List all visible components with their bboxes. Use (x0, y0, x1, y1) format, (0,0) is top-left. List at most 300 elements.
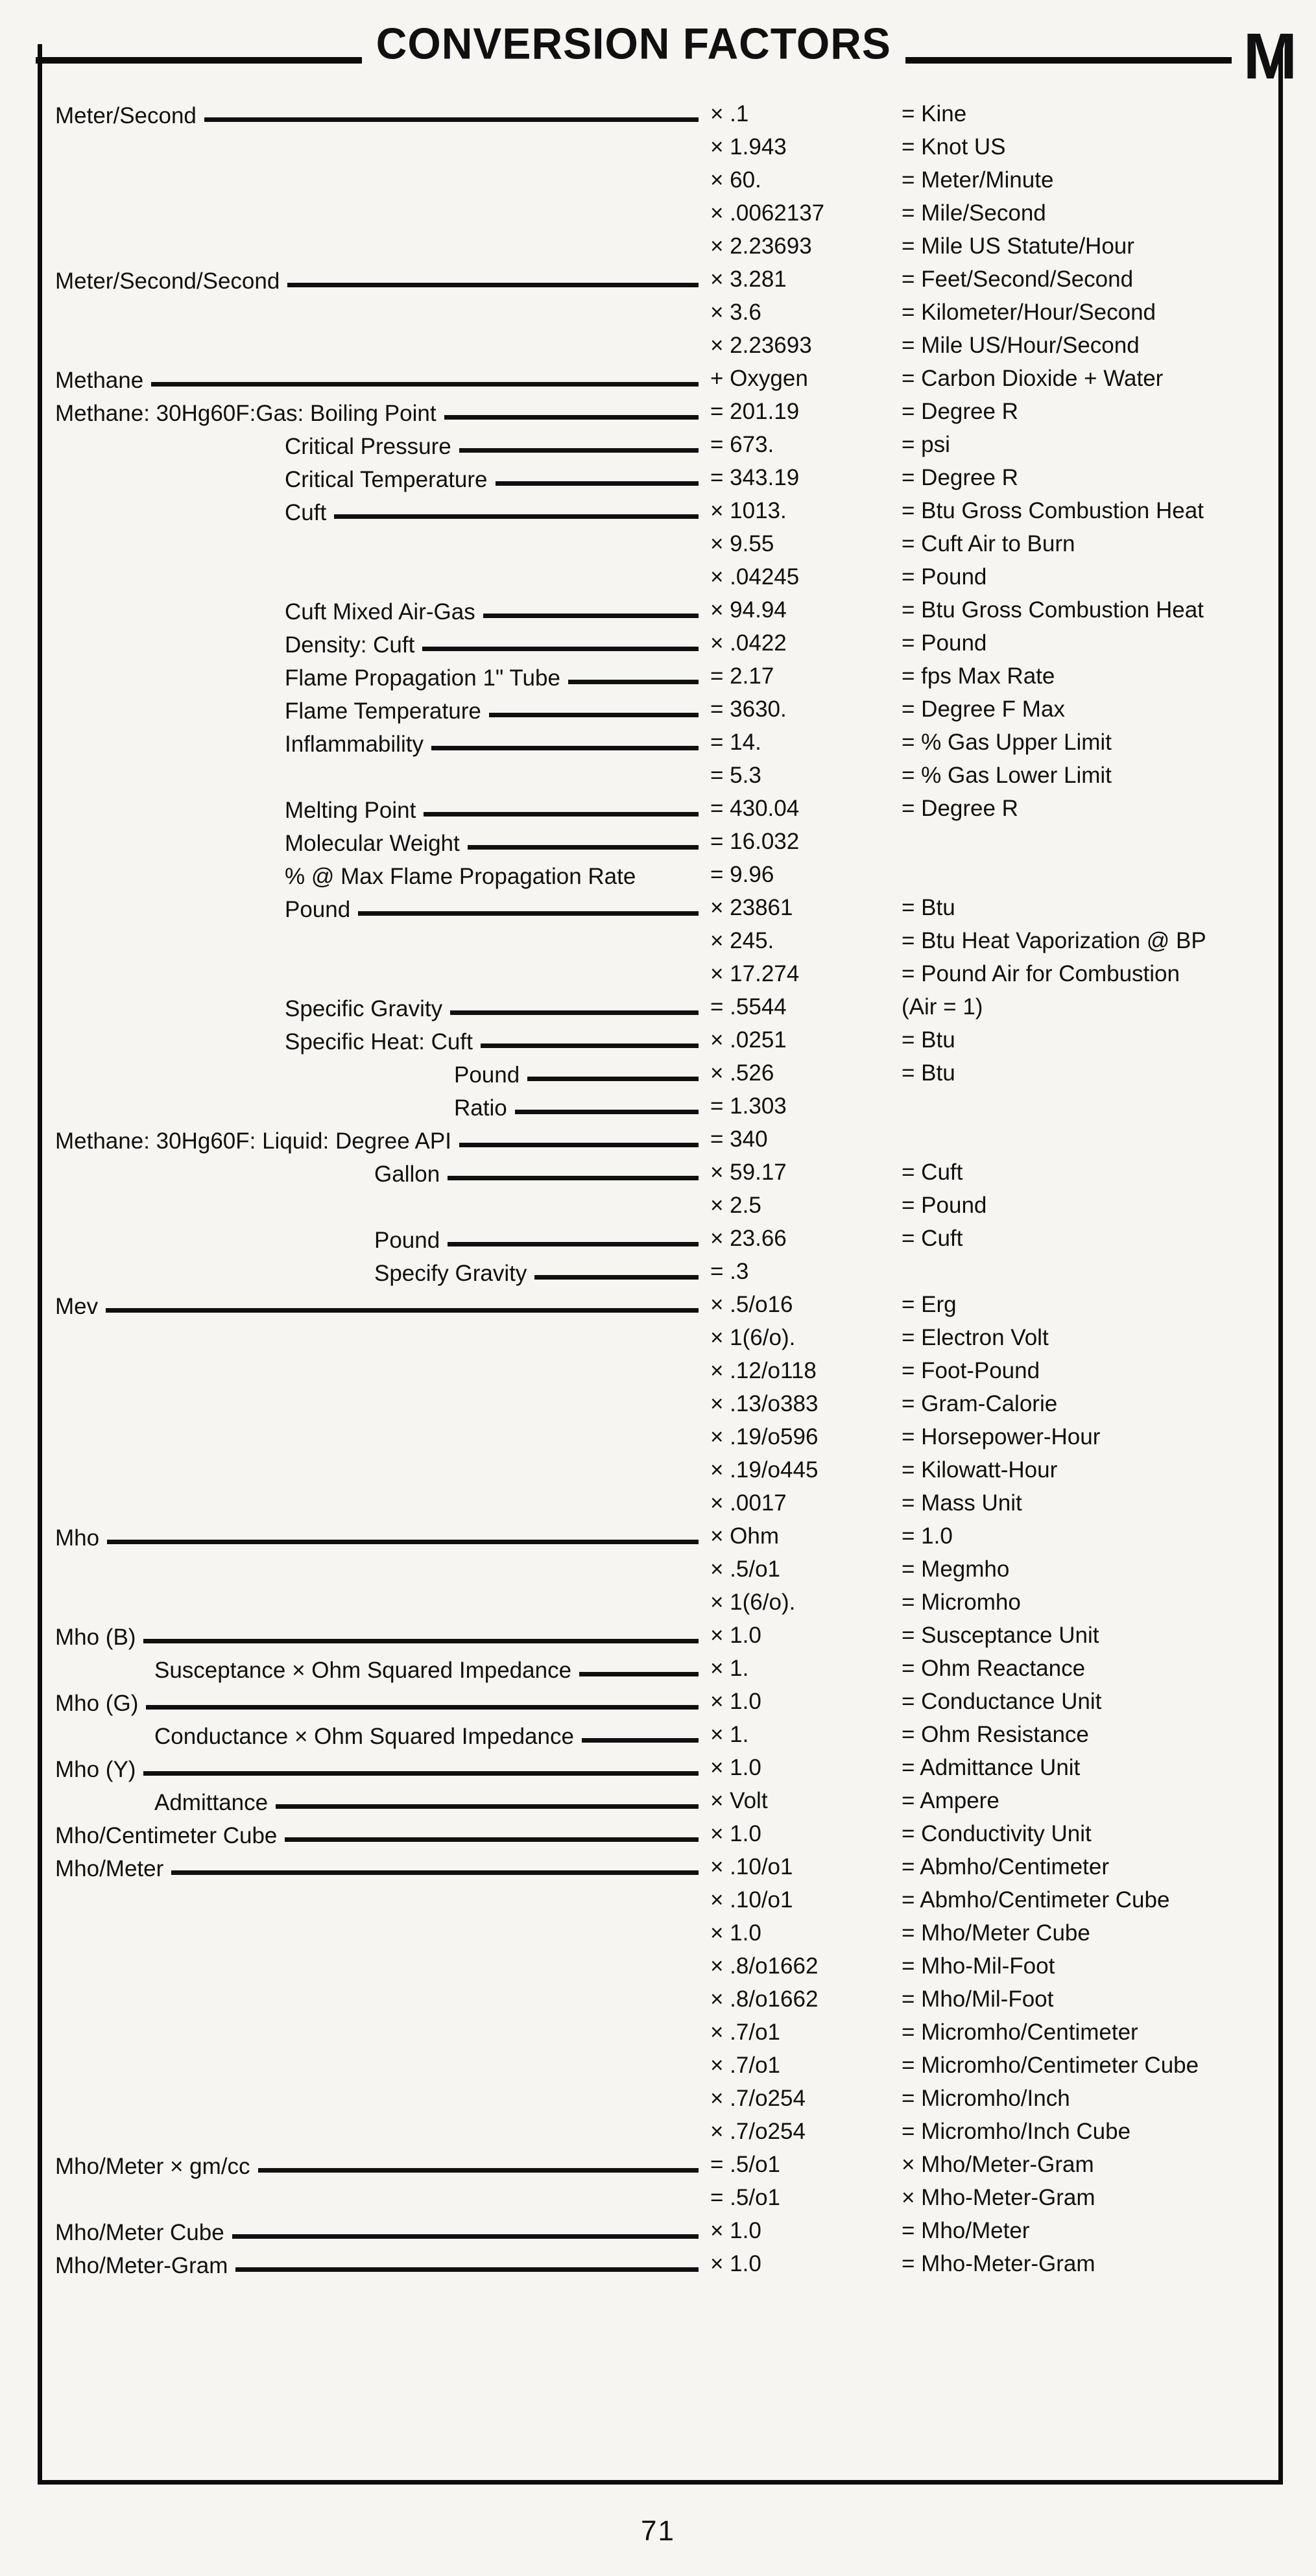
result-unit: = Kilowatt-Hour (902, 1457, 1058, 1483)
conversion-row (55, 1950, 1274, 1983)
result-unit: = Carbon Dioxide + Water (902, 366, 1164, 391)
row-label-cell (55, 825, 710, 858)
result-unit: = Pound (902, 564, 987, 590)
factor-value: × .7/o254 (710, 2086, 806, 2111)
factor-value: = .5/o1 (710, 2185, 781, 2210)
factor-value: × 1(6/o). (710, 1590, 796, 1615)
conversion-row (55, 1123, 1274, 1156)
row-label-cell (55, 1520, 710, 1553)
conversion-row (55, 329, 1274, 362)
result-unit: = Btu Heat Vaporization @ BP (902, 928, 1206, 953)
conversion-row (55, 230, 1274, 263)
factor-value: = 340 (710, 1127, 768, 1152)
result-unit: = Ampere (902, 1788, 999, 1813)
leader-line (515, 1110, 699, 1114)
conversion-row (55, 527, 1274, 560)
conversion-row (55, 97, 1274, 130)
factor-value: × .19/o445 (710, 1457, 819, 1483)
result-unit: = Degree R (902, 465, 1018, 490)
row-label: Mho/Meter × gm/cc (55, 2154, 250, 2179)
row-label-cell (55, 1189, 710, 1222)
row-label-cell (55, 1023, 710, 1056)
result-unit: = Abmho/Centimeter (902, 1854, 1110, 1879)
row-label: Molecular Weight (285, 831, 460, 856)
conversion-row (55, 296, 1274, 329)
result-unit: = Meter/Minute (902, 167, 1054, 193)
row-label-cell (55, 1619, 710, 1652)
result-unit: = Foot-Pound (902, 1358, 1040, 1383)
conversion-row (55, 163, 1274, 197)
row-label-cell (55, 1850, 710, 1883)
conversion-row (55, 197, 1274, 230)
conversion-row (55, 957, 1274, 990)
conversion-row (55, 2214, 1274, 2247)
result-unit: = Gram-Calorie (902, 1391, 1058, 1416)
factor-value: × .0251 (710, 1027, 787, 1053)
factor-value: = 1.303 (710, 1093, 787, 1119)
result-unit: = Btu Gross Combustion Heat (902, 597, 1204, 623)
row-label-cell (55, 1354, 710, 1387)
result-unit: = Electron Volt (902, 1325, 1049, 1350)
conversion-row (55, 1652, 1274, 1685)
leader-line (459, 448, 699, 453)
conversion-row (55, 1553, 1274, 1586)
conversion-row (55, 1354, 1274, 1387)
row-label-cell (55, 1387, 710, 1420)
conversion-row (55, 494, 1274, 527)
factor-value: = 343.19 (710, 465, 800, 490)
row-label-cell (55, 891, 710, 924)
conversion-row (55, 1916, 1274, 1950)
row-label: Ratio (454, 1095, 507, 1121)
conversion-row (55, 990, 1274, 1023)
row-label-cell (55, 395, 710, 428)
row-label-cell (55, 1586, 710, 1619)
factor-value: = 9.96 (710, 862, 774, 887)
row-label-cell (55, 461, 710, 494)
factor-value: × .7/o1 (710, 2020, 781, 2045)
conversion-row (55, 858, 1274, 891)
factor-value: × 94.94 (710, 597, 787, 623)
conversion-row (55, 1056, 1274, 1090)
factor-value: × 60. (710, 167, 761, 193)
conversion-row (55, 1222, 1274, 1255)
factor-value: × Volt (710, 1788, 768, 1813)
result-unit: = Abmho/Centimeter Cube (902, 1887, 1170, 1913)
conversion-row (55, 1156, 1274, 1189)
row-label: Gallon (374, 1162, 440, 1187)
result-unit: = Mass Unit (902, 1490, 1022, 1516)
leader-line (143, 1771, 699, 1776)
leader-line (151, 382, 699, 387)
result-unit: = psi (902, 432, 950, 457)
factor-value: = 14. (710, 730, 761, 755)
leader-line (422, 647, 699, 651)
row-label: Flame Temperature (285, 698, 481, 724)
row-label-cell (55, 163, 710, 197)
row-label: Mho/Meter-Gram (55, 2253, 228, 2278)
row-label-cell (55, 329, 710, 362)
row-label: Cuft Mixed Air-Gas (285, 599, 475, 625)
result-unit: = Micromho/Centimeter (902, 2020, 1138, 2045)
conversion-row (55, 1983, 1274, 2016)
factor-value: × .10/o1 (710, 1887, 793, 1913)
conversion-row (55, 362, 1274, 395)
row-label-cell (55, 1950, 710, 1983)
row-label-cell (55, 726, 710, 759)
row-label: Methane: 30Hg60F:Gas: Boiling Point (55, 401, 437, 426)
leader-line (579, 1672, 699, 1676)
conversion-row (55, 560, 1274, 593)
leader-line (285, 1837, 699, 1842)
conversion-row (55, 924, 1274, 957)
row-label: Mho (55, 1525, 100, 1551)
conversion-row (55, 1453, 1274, 1486)
leader-line (287, 283, 699, 287)
conversion-row (55, 2115, 1274, 2148)
row-label: Mho/Meter (55, 1856, 164, 1881)
result-unit: = Kilometer/Hour/Second (902, 300, 1156, 325)
leader-line (276, 1804, 699, 1809)
factor-value: = .5544 (710, 994, 787, 1020)
factor-value: × 23861 (710, 895, 793, 920)
result-unit: = Micromho (902, 1590, 1021, 1615)
row-label: Density: Cuft (285, 632, 415, 658)
result-unit: = Mile US/Hour/Second (902, 333, 1140, 358)
result-unit: = Susceptance Unit (902, 1623, 1099, 1648)
row-label: Critical Pressure (285, 434, 451, 459)
row-label: Meter/Second/Second (55, 268, 280, 294)
factor-value: = 3630. (710, 697, 787, 722)
conversion-row (55, 693, 1274, 726)
factor-value: × 3.6 (710, 300, 761, 325)
row-label-cell (55, 1983, 710, 2016)
result-unit: = Conductance Unit (902, 1689, 1102, 1714)
result-unit: = Micromho/Inch Cube (902, 2119, 1131, 2144)
row-label-cell (55, 1056, 710, 1090)
factor-value: × .5/o1 (710, 1556, 781, 1582)
leader-line (527, 1077, 699, 1081)
row-label: Pound (285, 897, 351, 922)
factor-value: × 59.17 (710, 1160, 787, 1185)
factor-value: × 1(6/o). (710, 1325, 796, 1350)
conversion-row (55, 726, 1274, 759)
result-unit: = Feet/Second/Second (902, 267, 1134, 292)
factor-value: × .8/o1662 (710, 1986, 819, 2012)
result-unit: = Pound Air for Combustion (902, 961, 1180, 986)
row-label-cell (55, 2082, 710, 2115)
factor-value: = 2.17 (710, 663, 774, 689)
factor-value: × 17.274 (710, 961, 800, 986)
conversion-row (55, 1255, 1274, 1288)
result-unit: = Ohm Resistance (902, 1722, 1089, 1747)
row-label-cell (55, 1685, 710, 1718)
row-label-cell (55, 1222, 710, 1255)
result-unit: = Admittance Unit (902, 1755, 1081, 1780)
result-unit: = Cuft Air to Burn (902, 531, 1075, 556)
row-label-cell (55, 1883, 710, 1916)
factor-value: × 245. (710, 928, 774, 953)
factor-value: × .1 (710, 101, 749, 126)
leader-line (496, 481, 699, 486)
row-label-cell (55, 1751, 710, 1784)
row-label-cell (55, 428, 710, 461)
result-unit: = Btu (902, 1027, 955, 1053)
row-label: Conductance × Ohm Squared Impedance (154, 1724, 574, 1749)
row-label-cell (55, 759, 710, 792)
row-label-cell (55, 1916, 710, 1950)
row-label-cell (55, 1090, 710, 1123)
conversion-row (55, 2148, 1274, 2181)
result-unit: = Conductivity Unit (902, 1821, 1092, 1846)
page-title: CONVERSION FACTORS (376, 19, 891, 68)
row-label-cell (55, 1718, 710, 1751)
leader-line (431, 746, 699, 750)
row-label: Mho (G) (55, 1691, 139, 1716)
result-unit: = Megmho (902, 1556, 1010, 1582)
leader-line (582, 1738, 699, 1743)
conversion-row (55, 461, 1274, 494)
result-unit: = Btu (902, 1060, 955, 1086)
factor-value: × .0017 (710, 1490, 787, 1516)
result-unit: = Mho/Meter Cube (902, 1920, 1090, 1946)
conversion-row (55, 593, 1274, 626)
factor-value: × 3.281 (710, 267, 787, 292)
row-label-cell (55, 990, 710, 1023)
leader-line (235, 2267, 699, 2272)
conversion-row (55, 1586, 1274, 1619)
row-label-cell (55, 296, 710, 329)
factor-value: × 1.0 (710, 1821, 761, 1846)
leader-line (334, 514, 699, 519)
leader-line (171, 1870, 699, 1875)
row-label: Critical Temperature (285, 467, 488, 492)
conversion-row (55, 1850, 1274, 1883)
factor-value: × .0422 (710, 630, 787, 656)
row-label-cell (55, 2181, 710, 2214)
conversion-row (55, 2082, 1274, 2115)
result-unit: = Cuft (902, 1226, 963, 1251)
row-label: Specific Heat: Cuft (285, 1029, 473, 1055)
result-unit: = Horsepower-Hour (902, 1424, 1101, 1449)
factor-value: = 5.3 (710, 763, 761, 788)
leader-line (483, 614, 699, 618)
factor-value: × .5/o16 (710, 1292, 793, 1317)
result-unit: = Micromho/Inch (902, 2086, 1070, 2111)
conversion-row (55, 891, 1274, 924)
leader-line (146, 1705, 699, 1710)
conversion-row (55, 1321, 1274, 1354)
factor-value: = 673. (710, 432, 774, 457)
row-label-cell (55, 2214, 710, 2247)
factor-value: × 1.0 (710, 2251, 761, 2276)
result-unit: = % Gas Upper Limit (902, 730, 1112, 755)
row-label-cell (55, 197, 710, 230)
factor-value: × 23.66 (710, 1226, 787, 1251)
factor-value: × .04245 (710, 564, 800, 590)
factor-value: × 2.23693 (710, 333, 812, 358)
row-label: Mho/Centimeter Cube (55, 1823, 278, 1848)
factor-value: × 1.0 (710, 2218, 761, 2243)
row-label-cell (55, 1156, 710, 1189)
row-label-cell (55, 130, 710, 163)
leader-line (450, 1010, 699, 1015)
row-label-cell (55, 2247, 710, 2280)
row-label-cell (55, 97, 710, 130)
conversion-table (55, 97, 1274, 2280)
result-unit: = fps Max Rate (902, 663, 1055, 689)
row-label: Melting Point (285, 798, 416, 823)
leader-line (448, 1176, 699, 1180)
row-label-cell (55, 660, 710, 693)
result-unit: × Mho/Meter-Gram (902, 2152, 1094, 2177)
leader-line (489, 713, 699, 717)
row-label-cell (55, 1321, 710, 1354)
row-label-cell (55, 1123, 710, 1156)
row-label-cell (55, 1255, 710, 1288)
row-label-cell (55, 2049, 710, 2082)
factor-value: = 430.04 (710, 796, 800, 821)
row-label-cell (55, 792, 710, 825)
conversion-row (55, 1619, 1274, 1652)
row-label: Mho/Meter Cube (55, 2220, 224, 2245)
conversion-row (55, 825, 1274, 858)
factor-value: × Ohm (710, 1523, 780, 1549)
conversion-row (55, 130, 1274, 163)
conversion-row (55, 2247, 1274, 2280)
conversion-row (55, 1420, 1274, 1453)
row-label: % @ Max Flame Propagation Rate (285, 864, 636, 889)
factor-value: × .13/o383 (710, 1391, 819, 1416)
factor-value: = 16.032 (710, 829, 800, 854)
result-unit: = Ohm Reactance (902, 1656, 1086, 1681)
conversion-row (55, 395, 1274, 428)
factor-value: × .10/o1 (710, 1854, 793, 1879)
row-label-cell (55, 527, 710, 560)
result-unit: = Erg (902, 1292, 957, 1317)
result-unit: (Air = 1) (902, 994, 983, 1020)
row-label-cell (55, 230, 710, 263)
row-label-cell (55, 626, 710, 660)
factor-value: × .7/o1 (710, 2053, 781, 2078)
leader-line (459, 1143, 699, 1147)
factor-value: × .526 (710, 1060, 774, 1086)
row-label: Specific Gravity (285, 996, 443, 1021)
conversion-row (55, 1784, 1274, 1817)
row-label-cell (55, 2115, 710, 2148)
result-unit: = % Gas Lower Limit (902, 763, 1112, 788)
conversion-row (55, 2049, 1274, 2082)
result-unit: = Cuft (902, 1160, 963, 1185)
row-label: Pound (454, 1062, 520, 1088)
conversion-row (55, 759, 1274, 792)
conversion-row (55, 2016, 1274, 2049)
row-label-cell (55, 2016, 710, 2049)
result-unit: = Mile US Statute/Hour (902, 233, 1134, 259)
conversion-row (55, 1520, 1274, 1553)
row-label: Susceptance × Ohm Squared Impedance (154, 1658, 572, 1683)
factor-value: = .3 (710, 1259, 749, 1284)
row-label-cell (55, 957, 710, 990)
result-unit: = Degree F Max (902, 697, 1065, 722)
row-label: Inflammability (285, 732, 424, 757)
leader-line (444, 415, 699, 420)
row-label: Mev (55, 1294, 99, 1319)
leader-line (232, 2234, 699, 2239)
factor-value: × 1013. (710, 498, 787, 523)
row-label: Flame Propagation 1" Tube (285, 665, 560, 691)
row-label-cell (55, 2148, 710, 2181)
leader-line (204, 117, 699, 122)
result-unit: = Mho/Meter (902, 2218, 1030, 2243)
row-label: Mho (Y) (55, 1757, 136, 1782)
row-label: Meter/Second (55, 103, 197, 128)
leader-line (534, 1275, 699, 1280)
conversion-row (55, 660, 1274, 693)
result-unit: × Mho-Meter-Gram (902, 2185, 1095, 2210)
factor-value: × .12/o118 (710, 1358, 817, 1383)
result-unit: = Degree R (902, 796, 1018, 821)
result-unit: = Mho/Mil-Foot (902, 1986, 1054, 2012)
result-unit: = Knot US (902, 134, 1006, 160)
conversion-row (55, 1486, 1274, 1520)
section-letter: M (1243, 20, 1297, 93)
factor-value: × 9.55 (710, 531, 774, 556)
conversion-row (55, 263, 1274, 296)
conversion-row (55, 626, 1274, 660)
result-unit: = Pound (902, 630, 987, 656)
factor-value: × .8/o1662 (710, 1953, 819, 1979)
factor-value: × 1.943 (710, 134, 787, 160)
factor-value: × 1. (710, 1656, 749, 1681)
row-label-cell (55, 1784, 710, 1817)
factor-value: + Oxygen (710, 366, 808, 391)
row-label-cell (55, 1288, 710, 1321)
conversion-row (55, 428, 1274, 461)
factor-value: × 1. (710, 1722, 749, 1747)
result-unit: = Degree R (902, 399, 1018, 424)
row-label-cell (55, 1652, 710, 1685)
factor-value: = 201.19 (710, 399, 800, 424)
result-unit: = Pound (902, 1193, 987, 1218)
row-label: Methane (55, 368, 144, 393)
leader-line (424, 812, 699, 817)
result-unit: = Mho-Mil-Foot (902, 1953, 1055, 1979)
conversion-row (55, 792, 1274, 825)
factor-value: × 2.23693 (710, 233, 812, 259)
factor-value: × 1.0 (710, 1920, 761, 1946)
row-label-cell (55, 693, 710, 726)
conversion-row (55, 1718, 1274, 1751)
leader-line (448, 1242, 699, 1246)
conversion-row (55, 1189, 1274, 1222)
leader-line (468, 845, 699, 850)
row-label-cell (55, 858, 710, 891)
leader-line (106, 1308, 699, 1313)
row-label: Cuft (285, 500, 327, 525)
factor-value: × .19/o596 (710, 1424, 819, 1449)
row-label: Methane: 30Hg60F: Liquid: Degree API (55, 1128, 451, 1154)
leader-line (107, 1540, 699, 1544)
result-unit: = Btu Gross Combustion Heat (902, 498, 1204, 523)
leader-line (481, 1044, 699, 1048)
row-label-cell (55, 1817, 710, 1850)
conversion-row (55, 1685, 1274, 1718)
row-label-cell (55, 1453, 710, 1486)
factor-value: × 2.5 (710, 1193, 761, 1218)
factor-value: = .5/o1 (710, 2152, 781, 2177)
leader-line (568, 680, 699, 684)
